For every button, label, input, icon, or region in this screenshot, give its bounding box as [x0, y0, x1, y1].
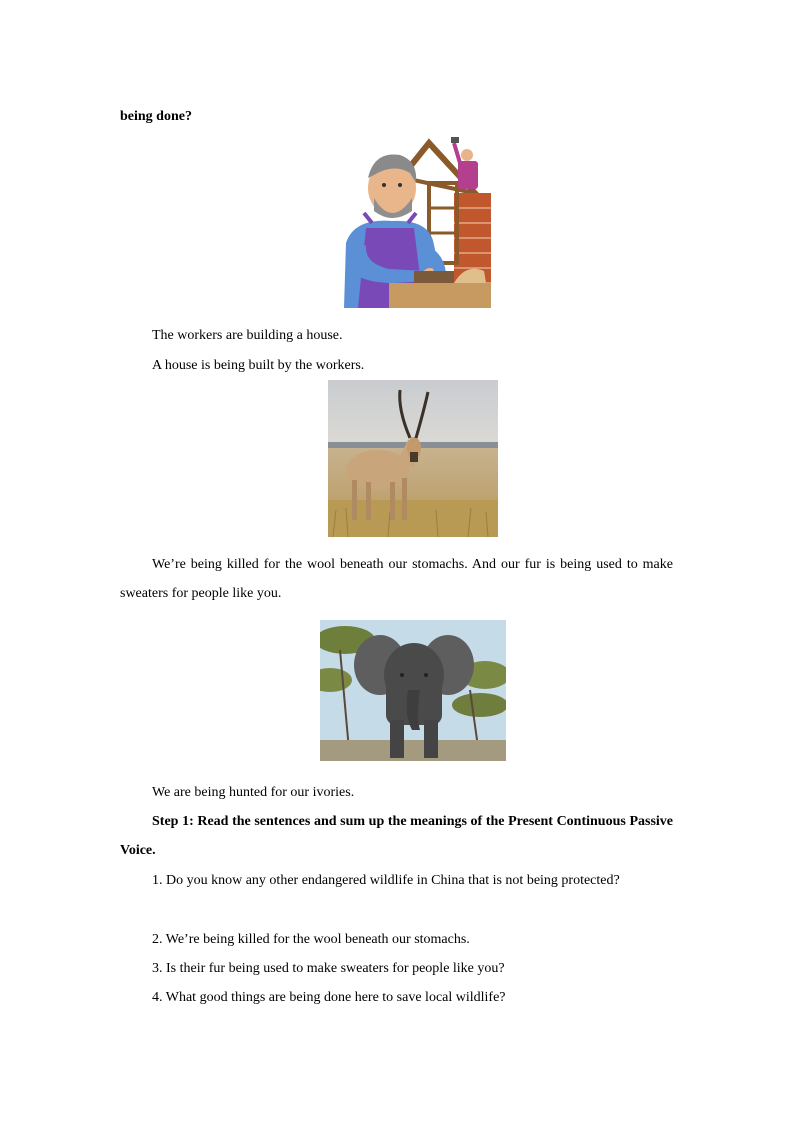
- step1-item-1: 1. Do you know any other endangered wildlife in China that is not being protected?: [152, 873, 620, 888]
- heading-fragment: being done?: [120, 109, 192, 124]
- sentence-workers-active: The workers are building a house.: [152, 328, 343, 343]
- step1-item-2: 2. We’re being killed for the wool beneath our stomachs.: [152, 932, 470, 947]
- elephant-photo: [320, 620, 506, 761]
- elephant-icon: [320, 620, 506, 761]
- carpenter-icon: [334, 133, 491, 308]
- sentence-elephant: We are being hunted for our ivories.: [152, 785, 355, 800]
- antelope-photo: [328, 380, 498, 537]
- sentence-house-passive: A house is being built by the workers.: [152, 358, 365, 373]
- step1-instruction: Step 1: Read the sentences and sum up the meanings of the Present Continuous Passive Voice.: [120, 814, 673, 858]
- antelope-paragraph: We’re being killed for the wool beneath our stomachs. And our fur is being used to make sweaters for people like you.: [120, 557, 673, 601]
- step1-item-3: 3. Is their fur being used to make sweaters for people like you?: [152, 961, 505, 976]
- carpenter-illustration: [334, 133, 491, 308]
- step1-item-4: 4. What good things are being done here to save local wildlife?: [152, 990, 506, 1005]
- antelope-icon: [328, 380, 498, 537]
